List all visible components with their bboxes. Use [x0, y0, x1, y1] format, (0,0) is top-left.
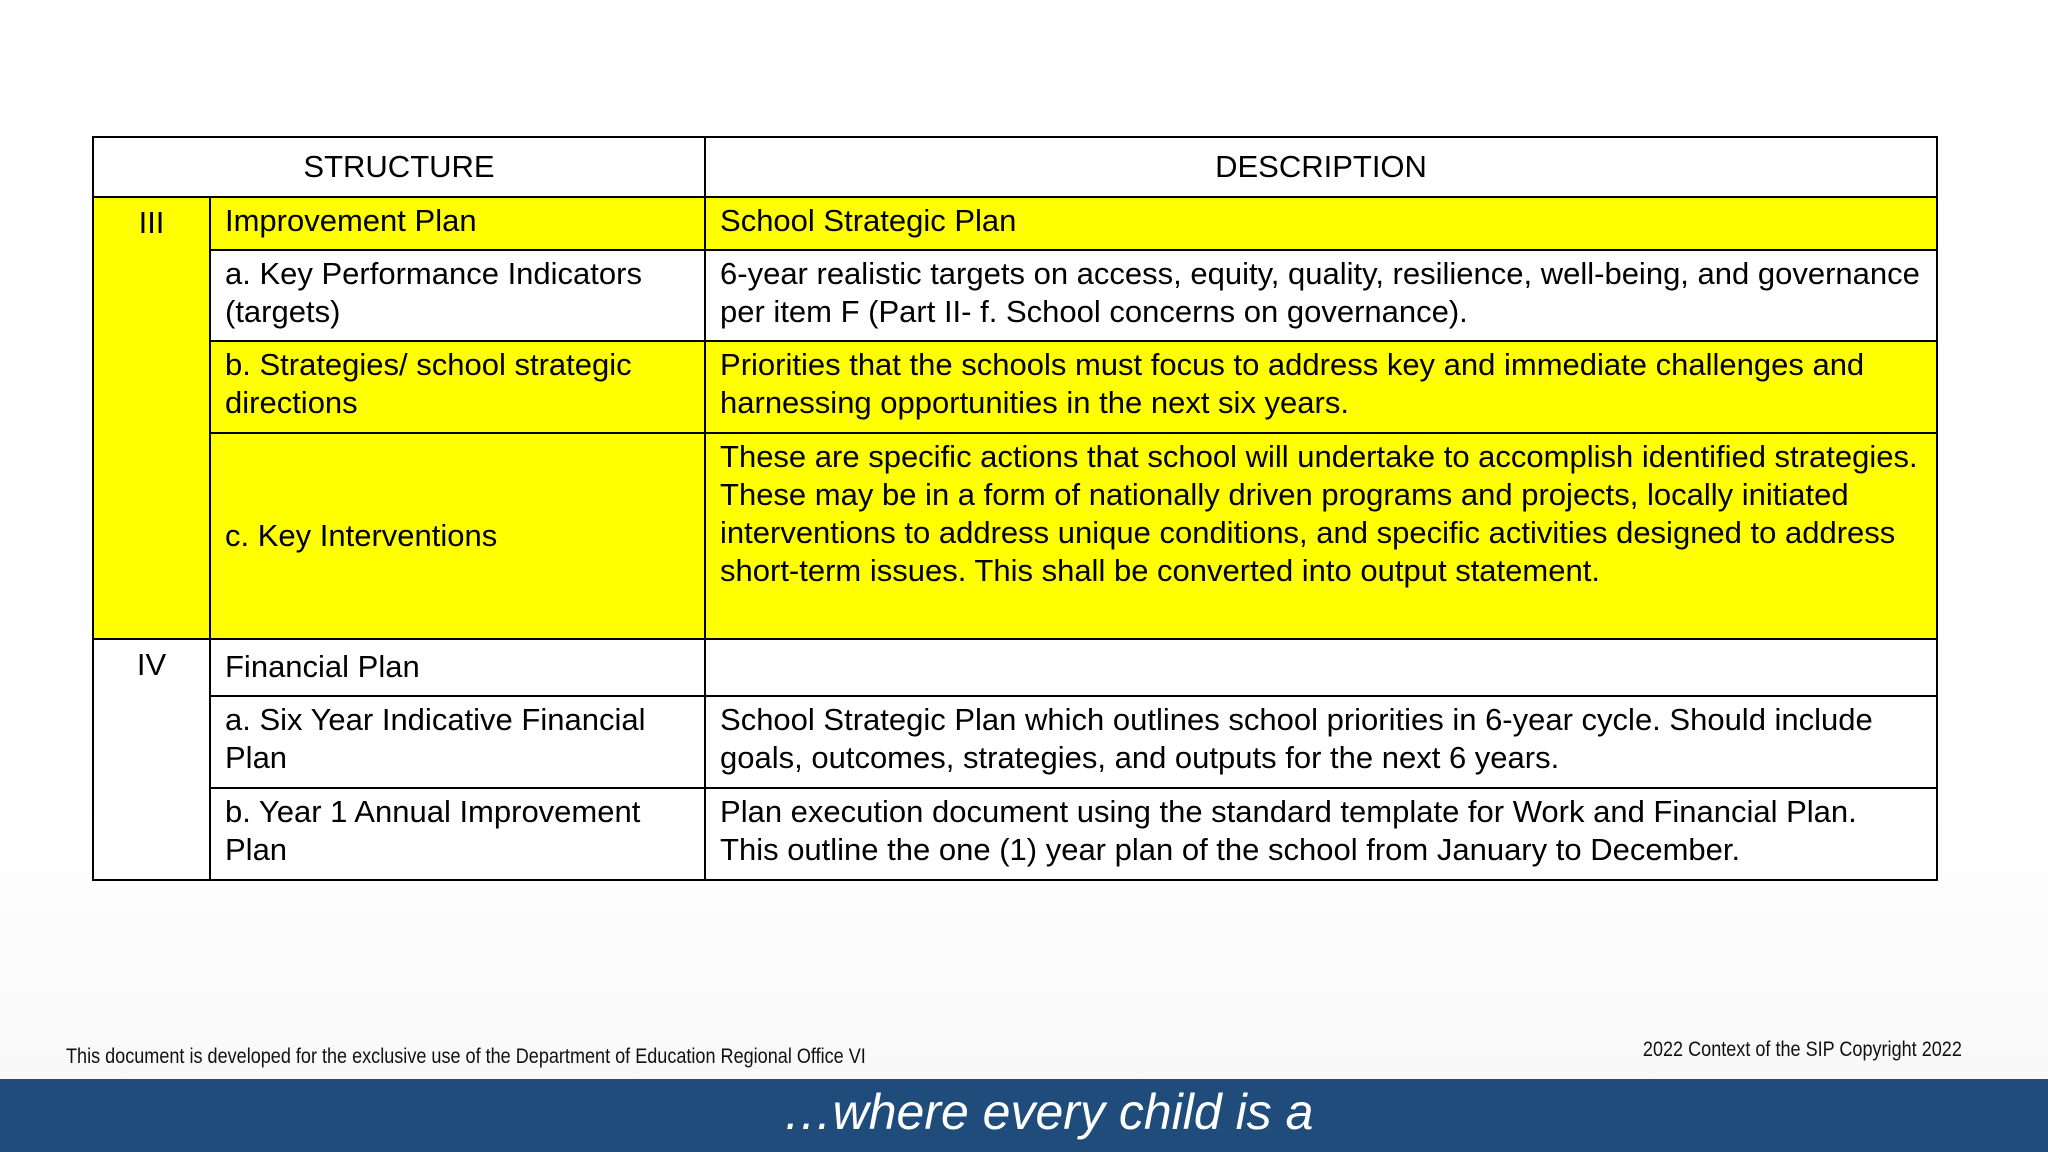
section-number-iii: III: [93, 197, 210, 639]
footer-disclaimer: This document is developed for the exclusive use of the Department of Education Regional Office VI: [66, 1045, 866, 1068]
structure-cell: b. Strategies/ school strategic directions: [210, 341, 705, 433]
table-row: [93, 197, 1937, 250]
description-cell: School Strategic Plan which outlines school priorities in 6-year cycle. Should include goals, outcomes, strategies, and outputs for the next 6 years.: [705, 696, 1937, 788]
structure-cell: a. Six Year Indicative Financial Plan: [210, 696, 705, 788]
description-cell: These are specific actions that school will undertake to accomplish identified strategies. These may be in a form of nationally driven programs and projects, locally initiated interventions to address unique conditions, and specific activities designed to address short-term issues. This shall be converted into output statement.: [705, 433, 1937, 639]
sip-structure-table: [92, 136, 1938, 881]
description-cell: Priorities that the schools must focus to address key and immediate challenges and harnessing opportunities in the next six years.: [705, 341, 1937, 433]
table-row: [93, 433, 1937, 639]
banner-tagline: …where every child is a: [782, 1084, 1314, 1140]
header-structure: STRUCTURE: [93, 137, 705, 197]
table-row: [93, 639, 1937, 696]
structure-cell: Improvement Plan: [210, 197, 705, 250]
structure-cell: Financial Plan: [210, 639, 705, 696]
table-row: [93, 250, 1937, 341]
section-number-iv: IV: [93, 639, 210, 880]
structure-cell: b. Year 1 Annual Improvement Plan: [210, 788, 705, 880]
table-row: [93, 788, 1937, 880]
table-row: [93, 341, 1937, 433]
structure-cell: a. Key Performance Indicators (targets): [210, 250, 705, 341]
table-row: [93, 696, 1937, 788]
description-cell: 6-year realistic targets on access, equity, quality, resilience, well-being, and governance per item F (Part II- f. School concerns on governance).: [705, 250, 1937, 341]
structure-cell: c. Key Interventions: [210, 433, 705, 639]
description-cell: [705, 639, 1937, 696]
footer-copyright: 2022 Context of the SIP Copyright 2022: [1643, 1038, 1962, 1061]
table-header-row: [93, 137, 1937, 197]
description-cell: Plan execution document using the standard template for Work and Financial Plan. This outline the one (1) year plan of the school from January to December.: [705, 788, 1937, 880]
description-cell: School Strategic Plan: [705, 197, 1937, 250]
header-description: DESCRIPTION: [705, 137, 1937, 197]
